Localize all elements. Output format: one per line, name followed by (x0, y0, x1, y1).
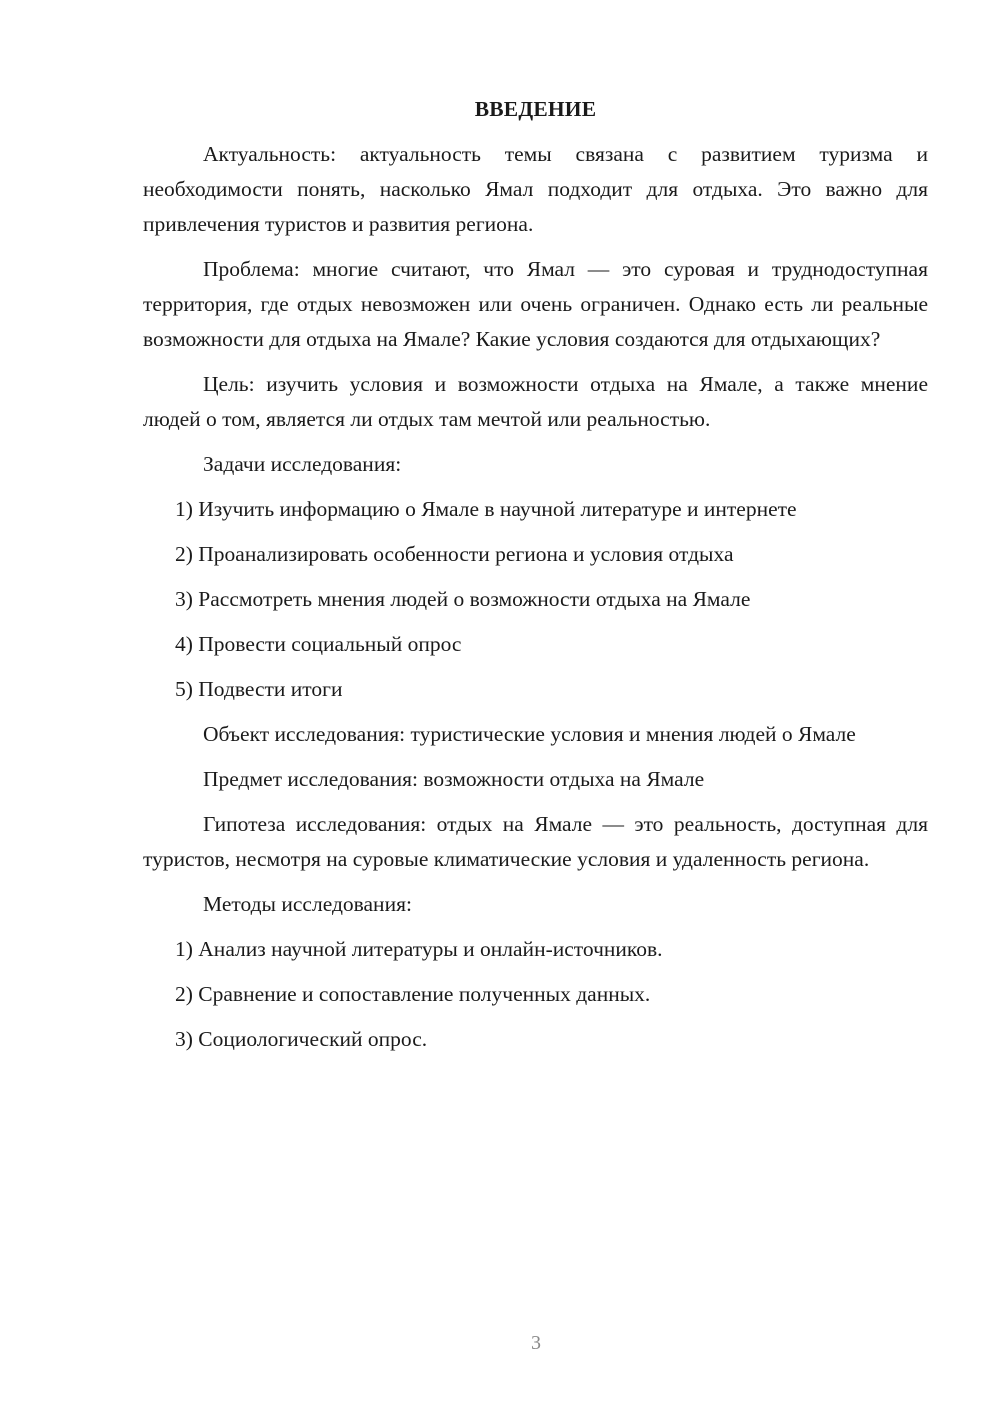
relevance-paragraph: Актуальность: актуальность темы связана с развитием туризма и необходимости понять, насколько Ямал подходит для отдыха. Это важно для привлечения туристов и развития региона. (143, 142, 928, 236)
hypothesis-paragraph: Гипотеза исследования: отдых на Ямале — это реальность, доступная для туристов, несмотря на суровые климатические условия и удаленность региона. (143, 812, 928, 871)
object-paragraph: Объект исследования: туристические условия и мнения людей о Ямале (203, 722, 856, 746)
methods-heading: Методы исследования: (203, 892, 412, 916)
list-item: 4) Провести социальный опрос (175, 632, 462, 656)
page-number: 3 (531, 1332, 541, 1354)
subject-paragraph: Предмет исследования: возможности отдыха на Ямале (203, 767, 705, 791)
methods-list (143, 932, 928, 1057)
goal-paragraph: Цель: изучить условия и возможности отдыха на Ямале, а также мнение людей о том, является ли отдых там мечтой или реальностью. (143, 372, 928, 431)
list-item: 3) Социологический опрос. (175, 1027, 428, 1051)
list-item: 2) Сравнение и сопоставление полученных данных. (175, 982, 651, 1006)
list-item: 1) Анализ научной литературы и онлайн-источников. (175, 937, 663, 961)
tasks-heading: Задачи исследования: (203, 452, 402, 476)
list-item: 5) Подвести итоги (175, 677, 343, 701)
section-title: ВВЕДЕНИЕ (474, 97, 597, 121)
list-item: 3) Рассмотреть мнения людей о возможности отдыха на Ямале (175, 587, 751, 611)
tasks-list (143, 492, 928, 707)
document-page (143, 92, 928, 1067)
list-item: 1) Изучить информацию о Ямале в научной литературе и интернете (175, 497, 797, 521)
list-item: 2) Проанализировать особенности региона и условия отдыха (175, 542, 734, 566)
problem-paragraph: Проблема: многие считают, что Ямал — это суровая и труднодоступная территория, где отдых невозможен или очень ограничен. Однако есть ли реальные возможности для отдыха на Ямале? Какие условия создаются для отдыхающих? (143, 257, 928, 351)
